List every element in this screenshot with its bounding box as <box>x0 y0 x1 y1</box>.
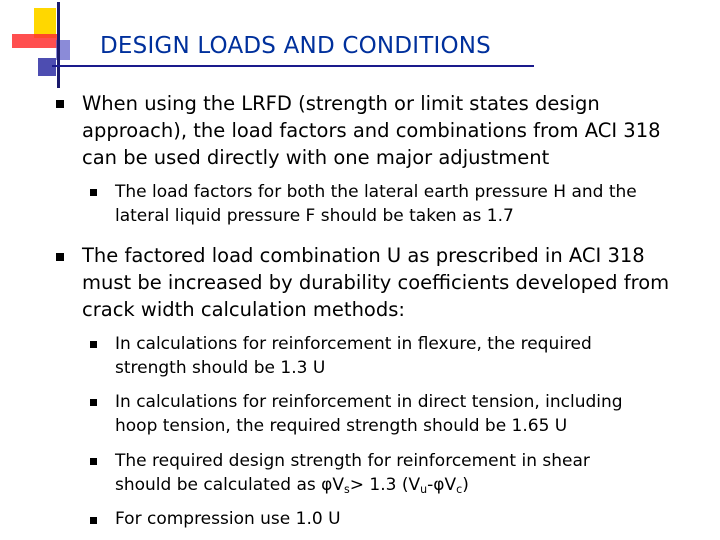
sub-bullet-text <box>115 390 715 438</box>
logo-vertical-line <box>57 2 60 88</box>
bullet-marker <box>56 100 64 108</box>
text-line: The required design strength for reinforcement in shear <box>115 451 590 471</box>
subscript-u: u <box>420 483 428 497</box>
formula-v: V <box>444 475 457 495</box>
text-line: hoop tension, the required strength should be 1.65 U <box>115 416 568 436</box>
formula-dash: - <box>427 475 434 495</box>
bullet-marker <box>56 253 64 261</box>
slide-logo-cross-icon <box>0 0 100 90</box>
slide-title: DESIGN LOADS AND CONDITIONS <box>100 33 491 59</box>
sub-bullet-marker <box>90 341 97 348</box>
bullet-text <box>82 90 718 171</box>
text-line: In calculations for reinforcement in flexure, the required <box>115 334 592 354</box>
text-line: strength should be 1.3 U <box>115 358 326 378</box>
sub-bullet-marker <box>90 458 97 465</box>
sub-bullet-marker <box>90 399 97 406</box>
formula-mid: > 1.3 (V <box>349 475 421 495</box>
sub-bullet-text <box>115 449 715 497</box>
phi-symbol: φ <box>433 475 445 495</box>
text-line: lateral liquid pressure F should be taken as 1.7 <box>115 206 514 226</box>
title-underline <box>52 65 534 67</box>
sub-bullet-text <box>115 180 715 228</box>
sub-bullet-text <box>115 332 715 380</box>
text-line: The factored load combination U as prescribed in ACI 318 <box>82 244 645 267</box>
text-line: In calculations for reinforcement in direct tension, including <box>115 392 623 412</box>
phi-symbol: φ <box>321 475 333 495</box>
text-line: approach), the load factors and combinations from ACI 318 <box>82 119 661 142</box>
text-line: The load factors for both the lateral earth pressure H and the <box>115 182 637 202</box>
subscript-s: s <box>343 483 350 497</box>
logo-red-block <box>12 34 58 48</box>
text-line: must be increased by durability coefficients developed from <box>82 271 670 294</box>
logo-yellow-block <box>34 8 56 38</box>
formula-prefix: should be calculated as <box>115 475 322 495</box>
sub-bullet-marker <box>90 517 97 524</box>
logo-blue-block <box>38 58 56 76</box>
sub-bullet-text <box>115 507 715 531</box>
text-line: When using the LRFD (strength or limit states design <box>82 92 600 115</box>
formula-v: V <box>332 475 344 495</box>
shear-formula-line <box>115 473 715 497</box>
subscript-c: c <box>456 483 463 497</box>
text-line: For compression use 1.0 U <box>115 509 341 529</box>
formula-close: ) <box>462 475 469 495</box>
sub-bullet-marker <box>90 189 97 196</box>
text-line: crack width calculation methods: <box>82 298 405 321</box>
bullet-text <box>82 242 718 323</box>
text-line: can be used directly with one major adjustment <box>82 146 550 169</box>
